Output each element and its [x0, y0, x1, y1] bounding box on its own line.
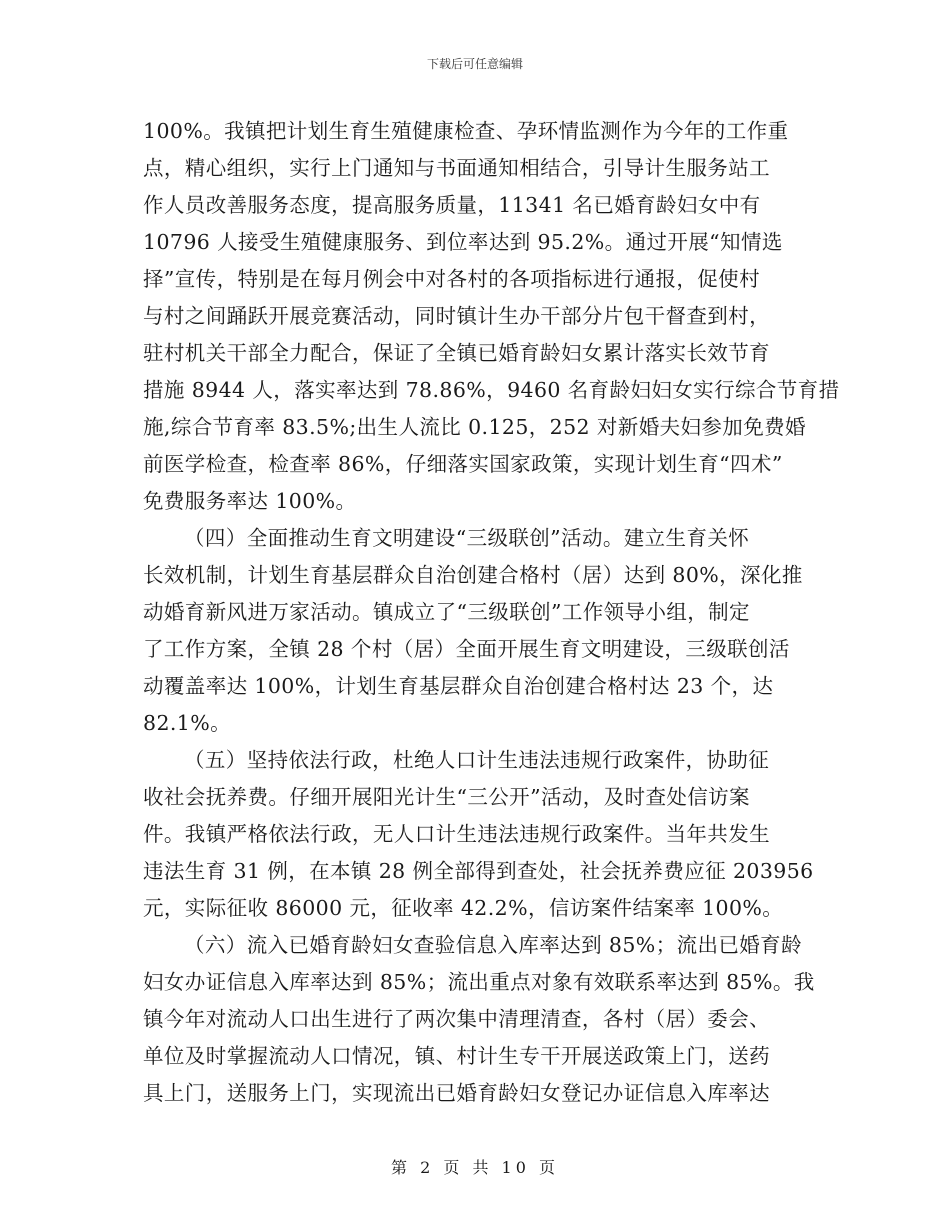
text-line: 了工作方案，全镇 28 个村（居）全面开展生育文明建设，三级联创活 [143, 637, 790, 661]
page-header: 下载后可任意编辑 [426, 57, 523, 71]
text-line: 免费服务率达 100%。 [143, 489, 357, 513]
paragraph-start-4: （四）全面推动生育文明建设“三级联创”活动。建立生育关怀 [184, 526, 750, 550]
paragraph-start-6: （六）流入已婚育龄妇女查验信息入库率达到 85%；流出已婚育龄 [184, 933, 802, 957]
text-line: 施,综合节育率 83.5%;出生人流比 0.125，252 对新婚夫妇参加免费婚 [143, 415, 806, 439]
text-line: 镇今年对流动人口出生进行了两次集中清理清查，各村（居）委会、 [143, 1007, 770, 1031]
text-line: 妇女办证信息入库率达到 85%；流出重点对象有效联系率达到 85%。我 [143, 970, 815, 994]
text-line: 作人员改善服务态度，提高服务质量，11341 名已婚育龄妇女中有 [143, 193, 761, 217]
text-line: 单位及时掌握流动人口情况，镇、村计生专干开展送政策上门，送药 [143, 1044, 770, 1068]
text-line: 长效机制，计划生育基层群众自治创建合格村（居）达到 80%，深化推 [143, 563, 803, 587]
document-body [143, 116, 840, 1115]
text-line: 违法生育 31 例，在本镇 28 例全部得到查处，社会抚养费应征 203956 [143, 859, 814, 883]
paragraph-start-5: （五）坚持依法行政，杜绝人口计生违法违规行政案件，协助征 [184, 748, 770, 772]
text-line: 10796 人接受生殖健康服务、到位率达到 95.2%。通过开展“知情选 [143, 230, 783, 254]
text-line: 前医学检查，检查率 86%，仔细落实国家政策，实现计划生育“四术” [143, 452, 783, 476]
text-line: 择”宣传，特别是在每月例会中对各村的各项指标进行通报，促使村 [143, 267, 760, 291]
text-line: 100%。我镇把计划生育生殖健康检查、孕环情监测作为今年的工作重 [143, 119, 789, 143]
text-line: 具上门，送服务上门，实现流出已婚育龄妇女登记办证信息入库率达 [143, 1081, 770, 1105]
text-line: 件。我镇严格依法行政，无人口计生违法违规行政案件。当年共发生 [143, 822, 770, 846]
text-line: 与村之间踊跃开展竞赛活动，同时镇计生办干部分片包干督查到村， [143, 304, 770, 328]
text-line: 点，精心组织，实行上门通知与书面通知相结合，引导计生服务站工 [143, 156, 770, 180]
text-line: 动覆盖率达 100%，计划生育基层群众自治创建合格村达 23 个，达 [143, 674, 774, 698]
text-line: 动婚育新风进万家活动。镇成立了“三级联创”工作领导小组，制定 [143, 600, 750, 624]
text-line: 措施 8944 人，落实率达到 78.86%，9460 名育龄妇妇女实行综合节育措 [143, 378, 840, 402]
text-line: 元，实际征收 86000 元，征收率 42.2%，信访案件结案率 100%。 [143, 896, 784, 920]
text-line: 收社会抚养费。仔细开展阳光计生“三公开”活动，及时查处信访案 [143, 785, 750, 809]
text-line: 驻村机关干部全力配合，保证了全镇已婚育龄妇女累计落实长效节育 [143, 341, 770, 365]
text-line: 82.1%。 [143, 711, 232, 735]
page-footer: 第 2 页 共 10 页 [391, 1158, 559, 1177]
